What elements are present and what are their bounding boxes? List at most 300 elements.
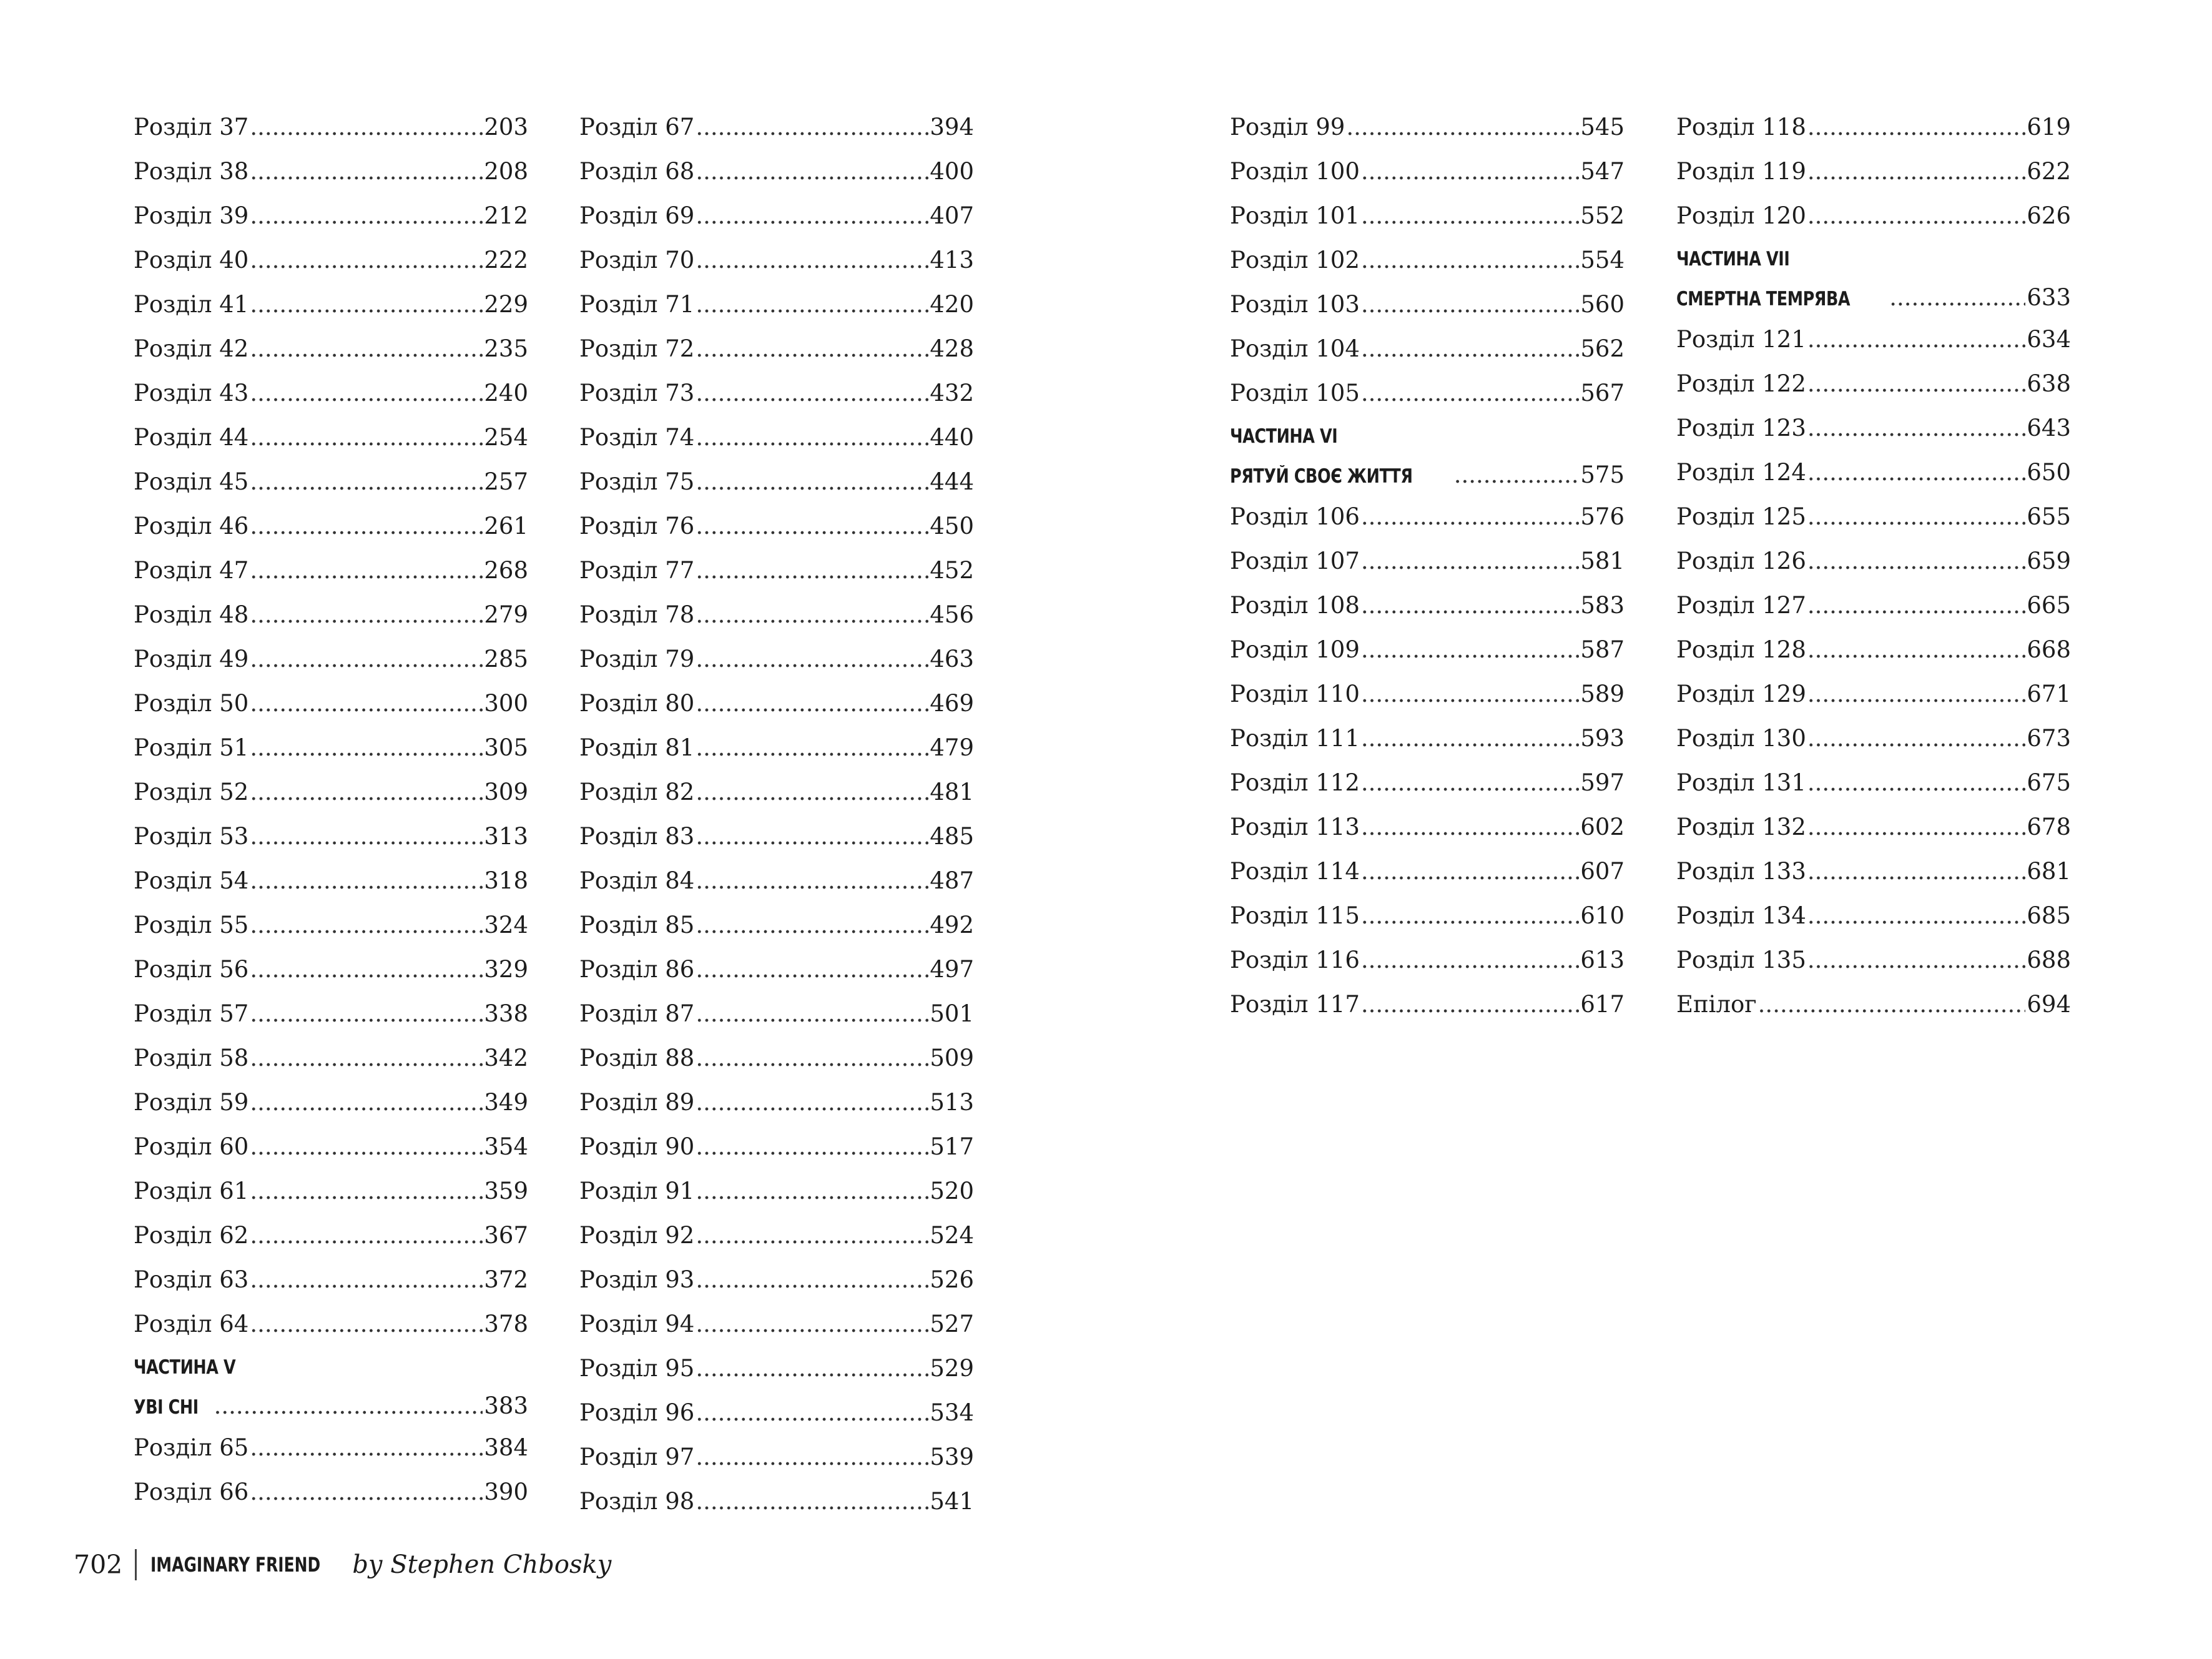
dot-leader <box>696 460 928 504</box>
page-number: 541 <box>930 1488 974 1515</box>
page-number: 349 <box>484 1089 528 1116</box>
toc-entry[interactable] <box>1676 628 2071 672</box>
toc-entry[interactable] <box>134 726 528 770</box>
dot-leader <box>696 1302 928 1346</box>
page-number: 650 <box>2027 459 2071 486</box>
toc-entry[interactable] <box>1230 938 1625 982</box>
chapter-label: Розділ 75 <box>579 468 695 495</box>
chapter-label: Розділ 91 <box>579 1178 695 1204</box>
dot-leader <box>1807 105 2026 149</box>
toc-entry[interactable] <box>134 238 528 282</box>
toc-entry[interactable] <box>579 1080 974 1125</box>
toc-entry[interactable] <box>1230 539 1625 583</box>
toc-entry[interactable] <box>579 504 974 548</box>
page-number: 524 <box>930 1222 974 1249</box>
toc-entry[interactable] <box>134 105 528 149</box>
chapter-label: Розділ 67 <box>579 114 695 140</box>
page-number: 534 <box>930 1399 974 1426</box>
toc-entry[interactable] <box>134 903 528 947</box>
toc-entry[interactable] <box>579 1479 974 1524</box>
page-number: 372 <box>484 1266 528 1293</box>
chapter-label: Розділ 129 <box>1676 681 1806 707</box>
page-number: 394 <box>930 114 974 140</box>
page-number: 589 <box>1580 681 1625 707</box>
dot-leader <box>1361 672 1580 716</box>
chapter-label: Розділ 73 <box>579 380 695 406</box>
page-number: 675 <box>2027 769 2071 796</box>
toc-entry[interactable] <box>134 1425 528 1470</box>
page-number: 673 <box>2027 725 2071 752</box>
page-number: 613 <box>1580 947 1625 973</box>
toc-entry[interactable] <box>1676 805 2071 849</box>
page-number: 583 <box>1580 592 1625 619</box>
chapter-label: Розділ 130 <box>1676 725 1806 752</box>
page-number: 560 <box>1580 291 1625 318</box>
chapter-label: Розділ 40 <box>134 247 249 273</box>
chapter-label: Розділ 38 <box>134 158 249 185</box>
page-number: 685 <box>2027 902 2071 929</box>
page-number: 567 <box>1580 380 1625 406</box>
page-number: 313 <box>484 823 528 850</box>
page-number: 359 <box>484 1178 528 1204</box>
toc-entry[interactable] <box>1676 893 2071 938</box>
toc-entry[interactable] <box>1230 327 1625 371</box>
page-number: 587 <box>1580 636 1625 663</box>
dot-leader <box>1361 849 1580 893</box>
dot-leader <box>1807 805 2026 849</box>
toc-entry[interactable] <box>1230 761 1625 805</box>
chapter-label: Розділ 126 <box>1676 548 1806 574</box>
chapter-label: Розділ 51 <box>134 734 249 761</box>
dot-leader <box>250 1036 483 1080</box>
page-number: 318 <box>484 867 528 894</box>
page-number: 575 <box>1580 461 1625 488</box>
page-number: 513 <box>930 1089 974 1116</box>
part-title: РЯТУЙ СВОЄ ЖИТТЯ <box>1230 465 1413 488</box>
toc-entry[interactable] <box>1230 282 1625 327</box>
page-number: 479 <box>930 734 974 761</box>
toc-entry[interactable] <box>1230 194 1625 238</box>
toc-entry[interactable] <box>579 105 974 149</box>
chapter-label: Розділ 82 <box>579 779 695 805</box>
page-number: 626 <box>2027 202 2071 229</box>
toc-entry[interactable] <box>579 1302 974 1346</box>
chapter-label: Розділ 57 <box>134 1000 249 1027</box>
toc-entry[interactable] <box>579 371 974 415</box>
page-number: 554 <box>1580 247 1625 273</box>
toc-entry[interactable] <box>1230 238 1625 282</box>
toc-entry[interactable] <box>1230 893 1625 938</box>
page-number: 342 <box>484 1045 528 1071</box>
chapter-label: Розділ 119 <box>1676 158 1806 185</box>
page-number: 324 <box>484 912 528 938</box>
page-number: 593 <box>1580 725 1625 752</box>
toc-entry[interactable] <box>134 1080 528 1125</box>
dot-leader <box>696 770 928 814</box>
toc-entry[interactable] <box>579 1435 974 1479</box>
toc-entry[interactable] <box>1676 362 2071 406</box>
chapter-label: Розділ 64 <box>134 1311 249 1337</box>
toc-entry[interactable] <box>134 1213 528 1258</box>
toc-entry[interactable] <box>134 814 528 859</box>
chapter-label: Розділ 108 <box>1230 592 1360 619</box>
dot-leader <box>250 327 483 371</box>
toc-entry[interactable] <box>1230 716 1625 761</box>
dot-leader <box>696 238 928 282</box>
toc-entry[interactable] <box>1676 105 2071 149</box>
toc-entry[interactable] <box>134 637 528 681</box>
chapter-label: Розділ 83 <box>579 823 695 850</box>
page-number: 576 <box>1580 503 1625 530</box>
chapter-label: Розділ 43 <box>134 380 249 406</box>
chapter-label: Розділ 62 <box>134 1222 249 1249</box>
toc-entry[interactable] <box>134 1169 528 1213</box>
dot-leader <box>1807 628 2026 672</box>
toc-entry[interactable] <box>134 947 528 992</box>
chapter-label: Розділ 58 <box>134 1045 249 1071</box>
toc-entry[interactable] <box>1230 672 1625 716</box>
toc-entry[interactable] <box>134 770 528 814</box>
dot-leader <box>1361 149 1580 194</box>
dot-leader <box>696 415 928 460</box>
chapter-label: Розділ 54 <box>134 867 249 894</box>
dot-leader <box>696 105 928 149</box>
chapter-label: Розділ 37 <box>134 114 249 140</box>
chapter-label: Розділ 41 <box>134 291 249 318</box>
page-number: 497 <box>930 956 974 983</box>
page-number: 338 <box>484 1000 528 1027</box>
dot-leader <box>696 548 928 593</box>
toc-entry[interactable] <box>1676 194 2071 238</box>
toc-entry[interactable] <box>579 1346 974 1391</box>
toc-entry[interactable] <box>134 460 528 504</box>
part-title-entry[interactable] <box>134 1386 528 1425</box>
chapter-label: Розділ 78 <box>579 601 695 628</box>
chapter-label: Епілог <box>1676 991 1757 1018</box>
dot-leader <box>696 1169 928 1213</box>
chapter-label: Розділ 61 <box>134 1178 249 1204</box>
toc-column-3 <box>1230 105 1625 1026</box>
toc-entry[interactable] <box>1230 805 1625 849</box>
toc-entry[interactable] <box>1676 450 2071 495</box>
toc-entry[interactable] <box>1230 371 1625 415</box>
toc-entry[interactable] <box>134 1258 528 1302</box>
part-title-entry[interactable] <box>1230 455 1625 495</box>
toc-entry[interactable] <box>1230 495 1625 539</box>
chapter-label: Розділ 49 <box>134 646 249 672</box>
toc-entry[interactable] <box>1230 583 1625 628</box>
page-number: 257 <box>484 468 528 495</box>
dot-leader <box>1361 238 1580 282</box>
dot-leader <box>1361 495 1580 539</box>
dot-leader <box>1361 893 1580 938</box>
author-byline: by Stephen Chbosky <box>352 1550 612 1579</box>
toc-entry[interactable] <box>1676 539 2071 583</box>
toc-entry[interactable] <box>134 593 528 637</box>
toc-entry[interactable] <box>1676 849 2071 893</box>
part-title: УВІ СНІ <box>134 1396 199 1419</box>
dot-leader <box>250 1470 483 1514</box>
page-number: 235 <box>484 335 528 362</box>
chapter-label: Розділ 125 <box>1676 503 1806 530</box>
part-label: ЧАСТИНА V <box>134 1356 236 1379</box>
page-number: 547 <box>1580 158 1625 185</box>
dot-leader <box>696 1258 928 1302</box>
chapter-label: Розділ 84 <box>579 867 695 894</box>
dot-leader <box>1807 450 2026 495</box>
dot-leader <box>696 504 928 548</box>
toc-entry[interactable] <box>1676 583 2071 628</box>
toc-entry[interactable] <box>134 504 528 548</box>
dot-leader <box>1361 539 1580 583</box>
toc-entry[interactable] <box>579 1391 974 1435</box>
chapter-label: Розділ 79 <box>579 646 695 672</box>
toc-entry[interactable] <box>579 194 974 238</box>
toc-entry[interactable] <box>579 460 974 504</box>
chapter-label: Розділ 44 <box>134 424 249 451</box>
toc-entry[interactable] <box>134 371 528 415</box>
toc-entry[interactable] <box>1230 982 1625 1026</box>
chapter-label: Розділ 106 <box>1230 503 1360 530</box>
dot-leader <box>1807 761 2026 805</box>
toc-entry[interactable] <box>579 149 974 194</box>
chapter-label: Розділ 105 <box>1230 380 1360 406</box>
part-label-row <box>134 1349 528 1386</box>
chapter-label: Розділ 80 <box>579 690 695 717</box>
page-number: 208 <box>484 158 528 185</box>
page-number: 487 <box>930 867 974 894</box>
chapter-label: Розділ 53 <box>134 823 249 850</box>
toc-entry[interactable] <box>1676 495 2071 539</box>
dot-leader <box>250 1125 483 1169</box>
toc-entry[interactable] <box>1230 149 1625 194</box>
toc-entry[interactable] <box>579 1036 974 1080</box>
page-number: 529 <box>930 1355 974 1382</box>
part-heading[interactable] <box>1676 238 2071 317</box>
toc-entry[interactable] <box>1676 317 2071 362</box>
dot-leader <box>696 327 928 371</box>
toc-entry[interactable] <box>1676 938 2071 982</box>
dot-leader <box>1361 805 1580 849</box>
toc-entry[interactable] <box>579 238 974 282</box>
toc-entry[interactable] <box>579 1258 974 1302</box>
dot-leader <box>250 371 483 415</box>
dot-leader <box>250 637 483 681</box>
toc-entry[interactable] <box>579 814 974 859</box>
page-number: 300 <box>484 690 528 717</box>
toc-entry[interactable] <box>579 1213 974 1258</box>
dot-leader <box>1807 362 2026 406</box>
dot-leader <box>250 1213 483 1258</box>
dot-leader <box>1889 278 2025 317</box>
toc-entry[interactable] <box>1230 628 1625 672</box>
dot-leader <box>1758 982 2026 1026</box>
dot-leader <box>696 282 928 327</box>
chapter-label: Розділ 113 <box>1230 814 1360 840</box>
chapter-label: Розділ 111 <box>1230 725 1360 752</box>
toc-entry[interactable] <box>1230 849 1625 893</box>
part-heading[interactable] <box>1230 415 1625 495</box>
chapter-label: Розділ 81 <box>579 734 695 761</box>
page-number: 581 <box>1580 548 1625 574</box>
toc-entry[interactable] <box>134 1302 528 1346</box>
toc-entry[interactable] <box>134 1036 528 1080</box>
page-number: 469 <box>930 690 974 717</box>
dot-leader <box>1361 371 1580 415</box>
toc-entry[interactable] <box>134 681 528 726</box>
page-number: 481 <box>930 779 974 805</box>
page-number: 452 <box>930 557 974 584</box>
dot-leader <box>696 1346 928 1391</box>
toc-entry[interactable] <box>579 548 974 593</box>
dot-leader <box>696 1036 928 1080</box>
chapter-label: Розділ 90 <box>579 1133 695 1160</box>
chapter-label: Розділ 97 <box>579 1444 695 1470</box>
dot-leader <box>250 238 483 282</box>
part-label: ЧАСТИНА VII <box>1676 248 1790 270</box>
toc-entry[interactable] <box>1676 406 2071 450</box>
toc-entry[interactable] <box>134 992 528 1036</box>
page-number: 520 <box>930 1178 974 1204</box>
toc-entry[interactable] <box>134 415 528 460</box>
page-number: 643 <box>2027 415 2071 441</box>
page-number: 527 <box>930 1311 974 1337</box>
page-number: 261 <box>484 513 528 539</box>
toc-entry[interactable] <box>579 903 974 947</box>
chapter-label: Розділ 133 <box>1676 858 1806 885</box>
chapter-label: Розділ 87 <box>579 1000 695 1027</box>
dot-leader <box>696 637 928 681</box>
dot-leader <box>1361 282 1580 327</box>
chapter-label: Розділ 122 <box>1676 370 1806 397</box>
toc-column-1 <box>134 105 528 1514</box>
toc-entry[interactable] <box>1676 716 2071 761</box>
part-heading[interactable] <box>134 1346 528 1425</box>
page-number: 597 <box>1580 769 1625 796</box>
toc-entry[interactable] <box>134 327 528 371</box>
page-number: 212 <box>484 202 528 229</box>
page-number: 384 <box>484 1434 528 1461</box>
dot-leader <box>696 814 928 859</box>
dot-leader <box>250 814 483 859</box>
page-number: 602 <box>1580 814 1625 840</box>
toc-entry[interactable] <box>579 282 974 327</box>
chapter-label: Розділ 86 <box>579 956 695 983</box>
toc-entry[interactable] <box>579 637 974 681</box>
chapter-label: Розділ 59 <box>134 1089 249 1116</box>
page-number: 463 <box>930 646 974 672</box>
toc-entry[interactable] <box>579 726 974 770</box>
toc-entry[interactable] <box>579 681 974 726</box>
dot-leader <box>1361 194 1580 238</box>
chapter-label: Розділ 127 <box>1676 592 1806 619</box>
page-number: 671 <box>2027 681 2071 707</box>
chapter-label: Розділ 98 <box>579 1488 695 1515</box>
toc-entry[interactable] <box>134 194 528 238</box>
chapter-label: Розділ 42 <box>134 335 249 362</box>
toc-entry[interactable] <box>1676 761 2071 805</box>
dot-leader <box>1807 406 2026 450</box>
toc-entry[interactable] <box>579 1169 974 1213</box>
page-number: 619 <box>2027 114 2071 140</box>
dot-leader <box>1807 317 2026 362</box>
dot-leader <box>1807 849 2026 893</box>
dot-leader <box>250 859 483 903</box>
page-number: 279 <box>484 601 528 628</box>
dot-leader <box>1361 327 1580 371</box>
page-number: 440 <box>930 424 974 451</box>
toc-entry[interactable] <box>134 149 528 194</box>
dot-leader <box>250 1258 483 1302</box>
page-number: 229 <box>484 291 528 318</box>
part-title-entry[interactable] <box>1676 278 2071 317</box>
chapter-label: Розділ 100 <box>1230 158 1360 185</box>
toc-entry[interactable] <box>1676 672 2071 716</box>
chapter-label: Розділ 89 <box>579 1089 695 1116</box>
toc-entry[interactable] <box>134 1470 528 1514</box>
page-number: 390 <box>484 1479 528 1505</box>
page-number: 400 <box>930 158 974 185</box>
toc-entry[interactable] <box>1676 149 2071 194</box>
toc-entry[interactable] <box>579 947 974 992</box>
toc-column-4 <box>1676 105 2071 1026</box>
chapter-label: Розділ 99 <box>1230 114 1345 140</box>
dot-leader <box>250 504 483 548</box>
page-number: 638 <box>2027 370 2071 397</box>
toc-entry[interactable] <box>134 548 528 593</box>
toc-column-2 <box>579 105 974 1524</box>
toc-entry[interactable] <box>579 859 974 903</box>
page-number: 485 <box>930 823 974 850</box>
page-number: 509 <box>930 1045 974 1071</box>
toc-entry[interactable] <box>134 859 528 903</box>
dot-leader <box>250 548 483 593</box>
dot-leader <box>1454 455 1580 495</box>
chapter-label: Розділ 92 <box>579 1222 695 1249</box>
chapter-label: Розділ 70 <box>579 247 695 273</box>
part-label-row <box>1230 418 1625 455</box>
toc-entry[interactable] <box>579 770 974 814</box>
book-title: IMAGINARY FRIEND <box>150 1553 321 1577</box>
chapter-label: Розділ 47 <box>134 557 249 584</box>
chapter-label: Розділ 74 <box>579 424 695 451</box>
toc-entry[interactable] <box>1230 105 1625 149</box>
chapter-label: Розділ 93 <box>579 1266 695 1293</box>
chapter-label: Розділ 132 <box>1676 814 1806 840</box>
part-label: ЧАСТИНА VI <box>1230 425 1338 448</box>
toc-entry[interactable] <box>579 992 974 1036</box>
toc-entry[interactable] <box>579 593 974 637</box>
page-number: 562 <box>1580 335 1625 362</box>
chapter-label: Розділ 65 <box>134 1434 249 1461</box>
toc-entry[interactable] <box>579 415 974 460</box>
dot-leader <box>250 1425 483 1470</box>
chapter-label: Розділ 77 <box>579 557 695 584</box>
chapter-label: Розділ 120 <box>1676 202 1806 229</box>
page-number: 702 <box>74 1550 123 1580</box>
page-number: 240 <box>484 380 528 406</box>
dot-leader <box>1807 539 2026 583</box>
toc-entry[interactable] <box>579 327 974 371</box>
dot-leader <box>250 681 483 726</box>
page-number: 254 <box>484 424 528 451</box>
toc-entry[interactable] <box>134 282 528 327</box>
toc-entry[interactable] <box>579 1125 974 1169</box>
chapter-label: Розділ 96 <box>579 1399 695 1426</box>
page-number: 492 <box>930 912 974 938</box>
toc-entry[interactable] <box>134 1125 528 1169</box>
toc-entry[interactable] <box>1676 982 2071 1026</box>
